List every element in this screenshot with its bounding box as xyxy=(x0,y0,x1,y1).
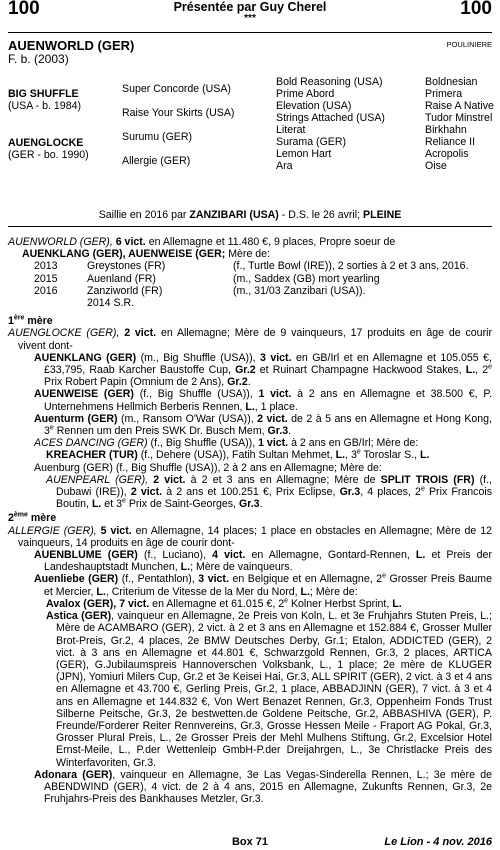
sd-p2-d: ; Mère de vainqueurs. xyxy=(190,561,293,574)
fd-p2-a: (m., Big Shuffle (USA)), xyxy=(136,351,260,364)
fd-p2-gr: Gr.2 xyxy=(235,364,256,377)
fd-p8-sup2: e xyxy=(121,497,126,505)
fd-p8-name: AUENPEARL (GER), xyxy=(46,473,149,486)
sd-p5-text: , vainqueur en Allemagne, 2e Preis von Koln, L. et 3e Fruhjahrs Stuten Preis, L.; Mère de ACAMBARO (GER), 2 vict. à 2 et 3 ans en Allemagne et 152.884 €, Grosser Muller Brot-Preis, Gr.2, 4 places, 2e BMW Deutsches Derby, Gr.1; Etalon, ADDICTED (GER), 2 vict. à 3 ans en Allemagne et 44.801 €, Schwarzgold Rennen, Gr.3, 2 places, ARTICA (GER), G.Jubilaumspreis Hannoverschen Volksbank, L., 1 place; 2e mère de KLUGER (JPN), Yomiuri Milers Cup, Gr.2 et 3e Keisei Hai, Gr.3, ALL SPIRIT (GER), 2 vict. à 3 et 4 ans en Allemagne et 43.700 €, Gerling Preis, Gr.2, 1 place, ABBADJINN (GER), 7 vict. à 3 et 4 ans en Allemagne et 144.832 €, Von Wert Benazet Rennen, Gr.3, Oppenheim Fonds Trust Silberne Peitsche, Gr.3, 2e bestwetten.de Goldene Peitsche, Gr.2, ABBASHIVA (GER), P. Freunde/Forderer Reiter Rennvereins, Gr.3, Grosse Hessen Meile - Fraport AG Pokal, Gr.3, Grosser Plural Preis, L., 2e Grosser Preis der Mehl Mulhens Stiftung, Gr.2, Excelsior Hotel Ernst-Meile, L., P.der Wettenleip GmbH-P.der Dreijahrgen, L., 3e Christlacke Preis des Winterfavoriten, Gr.3. xyxy=(56,610,492,769)
produce-desc: (m., 31/03 Zanzibari (USA)). xyxy=(233,284,366,297)
dam-info: (GER - bo. 1990) xyxy=(8,149,89,161)
sd-p1-wins: 5 vict. xyxy=(100,524,132,537)
sd-p6-text: , vainqueur en Allemagne, 3e Las Vegas-Sinderella Rennen, L.; 3e mère de ABENDWIND (GER), 4 vict. de 2 à 4 ans, 2015 en Allemagne, Zukunfts Rennen, Gr.3, 2e Fruhjahrs-Preis des Bankhauses Metzler, Gr.3. xyxy=(44,768,492,806)
fd-p3-wins: 1 vict. xyxy=(258,388,292,401)
fd-p3-b: à 2 ans en Allemagne et 38.500 €, P. Unternehmens Hellmich Berberis Rennen, xyxy=(44,388,493,413)
sd-p4-name: Avalox (GER), 7 vict. xyxy=(46,597,150,610)
sd-p3-c: Grosser Preis Baume et Mercier, xyxy=(44,573,492,598)
fd-p8-g: Prix de Saint-Georges, xyxy=(125,498,239,511)
produce-desc: (m., Saddex (GB) mort yearling xyxy=(233,272,380,285)
sd-p2-a: (f., Luciano), xyxy=(137,549,213,562)
gen3-4: Strings Attached (USA) xyxy=(276,112,385,124)
produce-row xyxy=(8,297,492,309)
sd-p2-wins: 4 vict. xyxy=(212,549,246,562)
race-record xyxy=(8,236,492,248)
produce-year: 2016 xyxy=(34,284,58,297)
sd-p3-sup: e xyxy=(382,572,386,580)
produce-row xyxy=(8,273,492,285)
first-dam-produce-2 xyxy=(8,388,492,412)
lot-number-left: 100 xyxy=(8,0,40,19)
fd-p5-a: (f., Big Shuffle (USA)), xyxy=(147,437,259,450)
gen3-5: Literat xyxy=(276,124,306,136)
fd-p3-a: (f., Big Shuffle (USA)), xyxy=(133,388,259,401)
fd-p6-l: L. xyxy=(335,449,346,462)
produce-name: Greystones (FR) xyxy=(87,260,166,273)
second-dam-entry xyxy=(8,525,492,549)
sd-p2-name: AUENBLUME (GER) xyxy=(34,549,138,562)
sd-p5-name: Astica (GER) xyxy=(46,610,112,623)
fd-p6-name: KREACHER (TUR) xyxy=(46,449,138,462)
fd-p4-d: . xyxy=(288,425,292,438)
gen4-1: Boldnesian xyxy=(425,76,478,88)
first-dam-num: 1 xyxy=(8,315,14,328)
second-dam-grandproduce-2 xyxy=(8,610,492,769)
produce-desc: (f., Turtle Bowl (IRE)), 2 sorties à 2 et 3 ans, 2016. xyxy=(233,260,469,273)
covering-stallion: ZANZIBARI (USA) xyxy=(189,209,279,221)
header-divider xyxy=(8,32,492,33)
gen4-3: Raise A Native xyxy=(425,100,494,112)
second-dam-num: 2 xyxy=(8,512,14,525)
horse-name: AUENWORLD (GER) xyxy=(8,38,135,53)
covering-status: PLEINE xyxy=(363,209,402,221)
sd-p3-name: Auenliebe (GER) xyxy=(34,573,119,586)
gen3-7: Lemon Hart xyxy=(276,148,332,160)
fd-p3-l: L. xyxy=(245,400,255,413)
fd-p5-b: à 2 ans en GB/Irl; Mère de: xyxy=(288,437,419,450)
first-dam-produce-3 xyxy=(8,413,492,437)
gen3-8: Ara xyxy=(276,160,293,172)
first-dam-sup: ère xyxy=(13,314,25,322)
catalogue-body xyxy=(8,236,492,805)
pedigree-table xyxy=(0,76,500,202)
sire-info: (USA - b. 1984) xyxy=(8,100,82,112)
fd-p8-h: . xyxy=(259,498,263,511)
fd-p6-c: Toroslar S., xyxy=(360,449,421,462)
covering-info xyxy=(0,209,500,221)
sd-p1-text: en Allemagne, 14 places; 1 place en obstacles en Allemagne; Mère de 12 vainqueurs, 14 produits en âge de courir dont- xyxy=(18,524,492,549)
produce-list xyxy=(8,260,492,309)
gen3-1: Bold Reasoning (USA) xyxy=(276,76,383,88)
fd-p3-name: AUENWEISE (GER) xyxy=(34,388,134,401)
sd-p4-a: en Allemagne et 61.015 €, 2 xyxy=(149,597,285,610)
fd-p8-gr: Gr.3 xyxy=(339,486,361,499)
fd-p2-e: Prix Robert Papin (Omnium de 2 Ans), xyxy=(44,376,228,389)
produce-year: 2015 xyxy=(34,272,58,285)
fd-p2-name: AUENKLANG (GER) xyxy=(34,351,137,364)
box-number: Box 71 xyxy=(231,836,269,848)
fd-p6-l2: L. xyxy=(420,449,430,462)
first-dam-name: AUENGLOCKE (GER), xyxy=(8,327,120,340)
sd-p3-wins: 3 vict. xyxy=(198,573,229,586)
gen3-3: Elevation (USA) xyxy=(276,100,352,112)
produce-row xyxy=(8,285,492,297)
fd-p2-l: L. xyxy=(465,364,476,377)
first-dam-word: mère xyxy=(24,315,53,328)
gen4-6: Reliance II xyxy=(425,136,476,148)
first-dam-produce-1 xyxy=(8,352,492,389)
fd-p2-sup: e xyxy=(488,363,492,371)
record-wins: 6 vict. xyxy=(115,236,146,248)
category-label: POULINIERE xyxy=(446,40,492,49)
gen4-8: Oise xyxy=(425,160,447,172)
fd-p4-gr: Gr.3 xyxy=(267,425,289,438)
produce-row xyxy=(8,260,492,272)
fd-p2-wins: 3 vict. xyxy=(260,351,292,364)
fd-p5-name: ACES DANCING (GER) xyxy=(34,437,148,450)
sd-p2-l2: L. xyxy=(180,561,191,574)
fd-p4-a: (m., Ransom O'War (USA)), xyxy=(117,412,258,425)
sd-p2-c: et Preis der Landeshauptstadt Munchen, xyxy=(44,549,492,574)
second-dam-sup: ème xyxy=(13,511,28,519)
fd-p2-b: en GB/Irl et en Allemagne et 105.055 €, £33,795, Raab Karcher Baustoffe Cup, xyxy=(44,351,492,377)
first-dam-entry xyxy=(8,327,492,351)
second-dam-produce-2 xyxy=(8,573,492,597)
fd-p2-c: et Ruinart Champagne Hackwood Stakes, xyxy=(255,364,466,377)
fd-p8-e: Prix Francois Boutin, xyxy=(56,486,493,511)
first-dam-produce-4 xyxy=(8,437,492,449)
sd-p3-l2: L. xyxy=(300,585,310,598)
fd-p8-d: , 4 places, 2 xyxy=(360,486,421,499)
gen3-6: Surama (GER) xyxy=(276,136,347,148)
fd-p8-b: (f., Dubawi (IRE)), xyxy=(56,473,492,499)
fd-p2-d: , 2 xyxy=(475,364,489,377)
gen4-5: Birkhahn xyxy=(425,124,467,136)
sale-date: Le Lion - 4 nov. 2016 xyxy=(384,836,492,848)
sd-p4-sup: e xyxy=(284,597,289,605)
sd-p1-name: ALLERGIE (GER), xyxy=(8,524,97,537)
sd-p2-l: L. xyxy=(415,549,426,562)
record-horse: AUENWORLD (GER), xyxy=(8,236,113,248)
lot-number-right: 100 xyxy=(460,0,492,19)
pedigree-divider xyxy=(8,226,492,227)
sd-p3-a: (f., Pentathlon), xyxy=(118,573,199,586)
gen2-sire-sire: Super Concorde (USA) xyxy=(122,83,231,95)
dam-name: AUENGLOCKE xyxy=(8,137,84,149)
first-dam-wins: 2 vict. xyxy=(124,327,157,340)
sire-name: BIG SHUFFLE xyxy=(8,88,79,100)
second-dam-produce-1 xyxy=(8,549,492,573)
second-dam-grandproduce-1 xyxy=(8,598,492,610)
gen2-dam-dam: Allergie (GER) xyxy=(122,155,191,167)
horse-info: F. b. (2003) xyxy=(8,52,69,66)
fd-p2-gr2: Gr.2 xyxy=(227,376,248,389)
fd-p8-c: à 2 ans et 100.251 €, Prix Eclipse, xyxy=(162,486,340,499)
fd-p4-b: de 2 à 5 ans en Allemagne et Hong Kong, 3 xyxy=(44,412,493,438)
produce-name: 2014 S.R. xyxy=(87,297,135,310)
siblings-line xyxy=(8,248,492,260)
sd-p2-b: en Allemagne, Gontard-Rennen, xyxy=(245,549,416,562)
stars-mark: *** xyxy=(244,13,256,24)
fd-p5-wins: 1 vict. xyxy=(258,437,289,450)
covering-prefix: Saillie en 2016 par xyxy=(98,209,190,221)
first-dam-grandproduce-1 xyxy=(8,449,492,461)
first-dam-produce-5: Auenburg (GER) (f., Big Shuffle (USA)), 2 à 2 ans en Allemagne; Mère de: xyxy=(34,461,382,474)
sd-p3-e: ; Mère de: xyxy=(309,585,358,598)
first-dam-text: en Allemagne; Mère de 9 vainqueurs, 17 produits en âge de courir vivent dont- xyxy=(18,327,492,352)
fd-p8-a: à 2 et 3 ans en Allemagne; Mère de xyxy=(185,473,381,486)
gen3-2: Prime Abord xyxy=(276,88,335,100)
produce-name: Auenland (FR) xyxy=(87,272,156,285)
produce-name: Zanziworld (FR) xyxy=(87,284,163,297)
gen4-7: Acropolis xyxy=(425,148,469,160)
fd-p3-c: , 1 place. xyxy=(254,400,298,413)
record-siblings: AUENKLANG (GER), AUENWEISE (GER; xyxy=(22,248,226,261)
fd-p6-a: (f., Dehere (USA)), Fatih Sultan Mehmet, xyxy=(137,449,336,462)
sd-p3-l: L. xyxy=(96,585,106,598)
fd-p8-wins2: 2 vict. xyxy=(130,486,163,499)
produce-year: 2013 xyxy=(34,260,58,273)
covering-date: - D.S. le 26 avril; xyxy=(278,209,364,221)
fd-p4-c: Rennen um den Preis SWK Dr. Busch Mem, xyxy=(53,425,268,438)
sd-p4-l: L. xyxy=(392,597,402,610)
fd-p2-f: . xyxy=(247,376,251,389)
gen2-dam-sire: Surumu (GER) xyxy=(122,131,193,143)
gen4-2: Primera xyxy=(425,88,463,100)
fd-p8-sup: e xyxy=(420,485,425,493)
second-dam-word: mère xyxy=(27,512,57,525)
fd-p8-sub: SPLIT TROIS (FR) xyxy=(380,473,475,486)
fd-p8-l: L. xyxy=(91,498,102,511)
fd-p8-f: et 3 xyxy=(101,498,122,511)
sd-p6-name: Adonara (GER) xyxy=(34,768,113,781)
second-dam-produce-3 xyxy=(8,769,492,806)
gen2-sire-dam: Raise Your Skirts (USA) xyxy=(122,107,235,119)
gen4-4: Tudor Minstrel xyxy=(425,112,493,124)
second-dam-heading xyxy=(8,512,492,524)
fd-p4-sup: e xyxy=(49,424,54,432)
fd-p6-sup: e xyxy=(356,448,361,456)
sd-p3-d: , Criterium de Vitesse de la Mer du Nord, xyxy=(105,585,301,598)
sd-p3-b: en Belgique et en Allemagne, 2 xyxy=(228,573,383,586)
consignor-title: Présentée par Guy Cherel xyxy=(173,0,327,14)
fd-p8-gr2: Gr.3 xyxy=(238,498,260,511)
first-dam-grandproduce-2 xyxy=(8,474,492,511)
record-text: en Allemagne et 11.480 €, 9 places, Propre soeur de xyxy=(145,236,396,248)
first-dam-heading xyxy=(8,315,492,327)
sd-p4-b: Kolner Herbst Sprint, xyxy=(288,597,393,610)
fd-p4-wins: 2 vict. xyxy=(257,412,288,425)
fd-p4-name: Auenturm (GER) xyxy=(34,412,118,425)
record-mother-of: Mère de: xyxy=(225,248,270,261)
fd-p8-wins: 2 vict. xyxy=(153,473,186,486)
fd-p6-b: , 3 xyxy=(345,449,357,462)
